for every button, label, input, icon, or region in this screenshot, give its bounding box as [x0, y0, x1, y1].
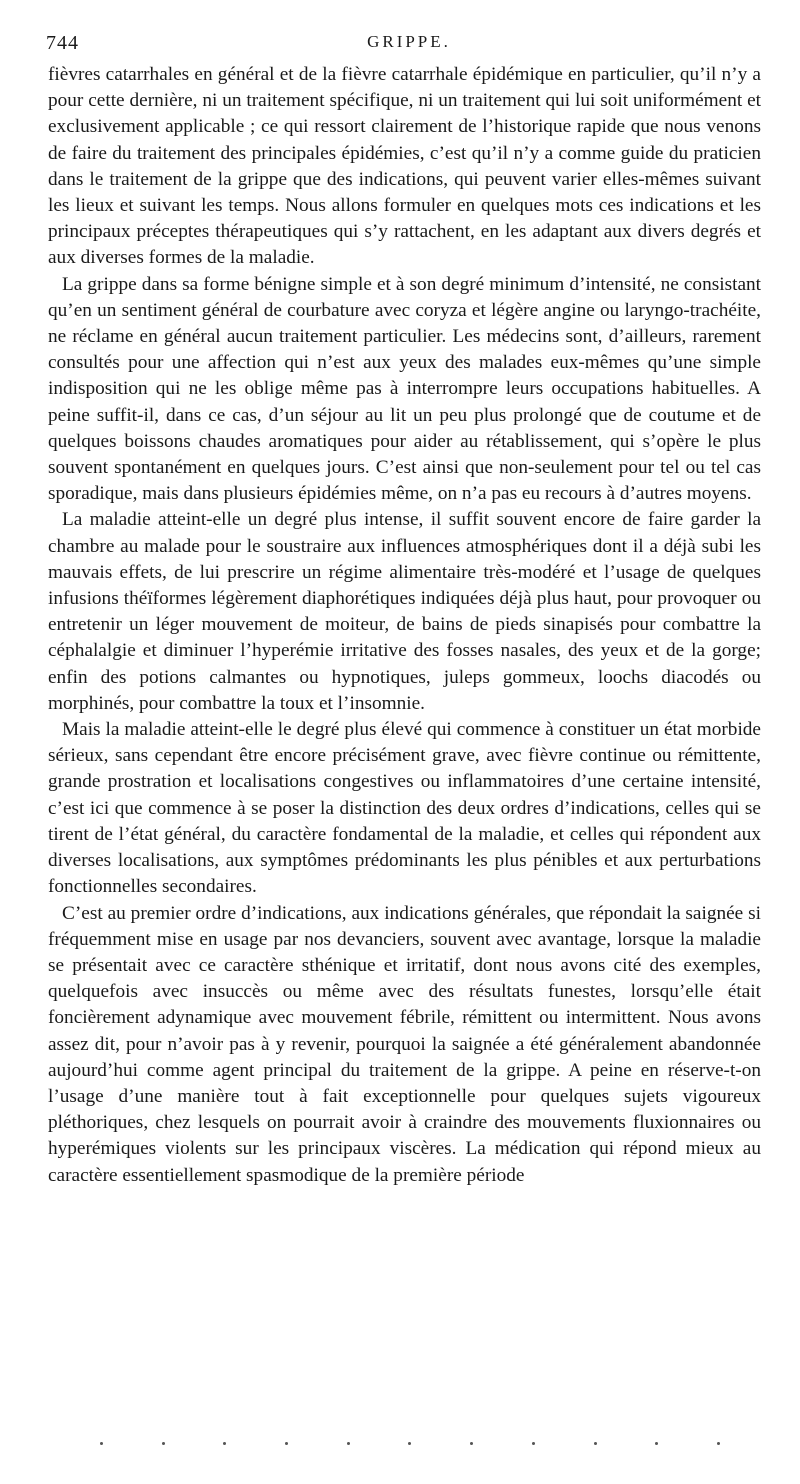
dot-mark [285, 1442, 288, 1445]
dot-mark [162, 1442, 165, 1445]
dot-mark [532, 1442, 535, 1445]
dot-mark [470, 1442, 473, 1445]
paragraph: fièvres catarrhales en général et de la fièvre catarrhale épidémique en particulier, qu’il n’y a pour cette dernière, ni un traitement spécifique, ni un traitement qui lui soit uniformément et exclusivement applicable ; ce qui ressort clairement de l’historique rapide que nous venons de faire du traitement des principales épidémies, c’est qu’il n’y a comme guide du praticien dans le traitement de la grippe que des indications, qui peuvent varier elles-mêmes suivant les lieux et suivant les temps. Nous allons formuler en quelques mots ces indications et les principaux préceptes thérapeutiques qui s’y rattachent, en les adaptant aux divers degrés et aux diverses formes de la maladie. [48, 64, 761, 269]
paragraph: La grippe dans sa forme bénigne simple et à son degré minimum d’intensité, ne consistant qu’en un sentiment général de courbature avec coryza et légère angine ou laryngo-trachéite, ne réclame en général aucun traitement particulier. Les médecins sont, d’ailleurs, rarement consultés pour une affection qui n’est aux yeux des malades eux-mêmes qu’une simple indisposition qui ne les oblige même pas à interrompre leurs occupations habituelles. A peine suffit-il, dans ce cas, d’un séjour au lit un peu plus prolongé que de coutume et de quelques boissons chaudes aromatiques pour aider au rétablissement, qui s’opère le plus souvent spontanément en quelques jours. C’est ainsi que non-seulement pour tel ou tel cas sporadique, mais dans plusieurs épidémies même, on n’a pas eu recours à d’autres moyens. [48, 273, 761, 505]
dot-mark [594, 1442, 597, 1445]
body-text [48, 62, 761, 1189]
dot-mark [717, 1442, 720, 1445]
dot-mark [655, 1442, 658, 1445]
paragraph: La maladie atteint-elle un degré plus intense, il suffit souvent encore de faire garder la chambre au malade pour le soustraire aux influences atmosphériques dont il a déjà subi les mauvais effets, de lui prescrire un régime alimentaire très-modéré et l’usage de quelques infusions théïformes légèrement diaphorétiques indiquées déjà plus haut, pour provoquer ou entretenir un léger mouvement de moiteur, de bains de pieds sinapisés pour combattre la céphalalgie et diminuer l’hyperémie irritative des fosses nasales, des yeux et de la gorge; enfin des potions calmantes ou hypnotiques, juleps gommeux, loochs diacodés ou morphinés, pour combattre la toux et l’insomnie. [48, 509, 761, 714]
running-head: GRIPPE. [367, 32, 451, 51]
dot-mark [408, 1442, 411, 1445]
paragraph: C’est au premier ordre d’indications, aux indications générales, que répondait la saignée si fréquemment mise en usage par nos devanciers, souvent avec avantage, lorsque la maladie se présentait avec ce caractère sthénique et irritatif, dont nous avons cité des exemples, quelquefois avec insuccès ou même avec des résultats funestes, lorsqu’elle était foncièrement adynamique avec mouvement fébrile, rémittent ou intermittent. Nous avons assez dit, pour n’avoir pas à y revenir, pourquoi la saignée a été généralement abandonnée aujourd’hui comme agent principal du traitement de la grippe. A peine en réserve-t-on l’usage d’une manière tout à fait exceptionnelle pour quelques sujets vigoureux pléthoriques, chez lesquels on pourrait avoir à craindre des mouvements fluxionnaires ou hyperémiques violents sur les principaux viscères. La médication qui répond mieux au caractère essentiellement spasmodique de la première période [48, 902, 761, 1186]
paragraph: Mais la maladie atteint-elle le degré plus élevé qui commence à constituer un état morbide sérieux, sans cependant être encore précisément grave, avec fièvre continue ou rémittente, grande prostration et localisations congestives ou inflammatoires d’une certaine intensité, c’est ici que commence à se poser la distinction des deux ordres d’indications, celles qui se tirent de l’état général, du caractère fondamental de la maladie, et celles qui répondent aux diverses localisations, aux symptômes prédominants les plus pénibles et aux perturbations fonctionnelles secondaires. [48, 719, 761, 898]
footer-dots [100, 1442, 720, 1448]
dot-mark [347, 1442, 350, 1445]
dot-mark [223, 1442, 226, 1445]
dot-mark [100, 1442, 103, 1445]
page-header [46, 32, 758, 60]
page-number: 744 [46, 32, 79, 54]
